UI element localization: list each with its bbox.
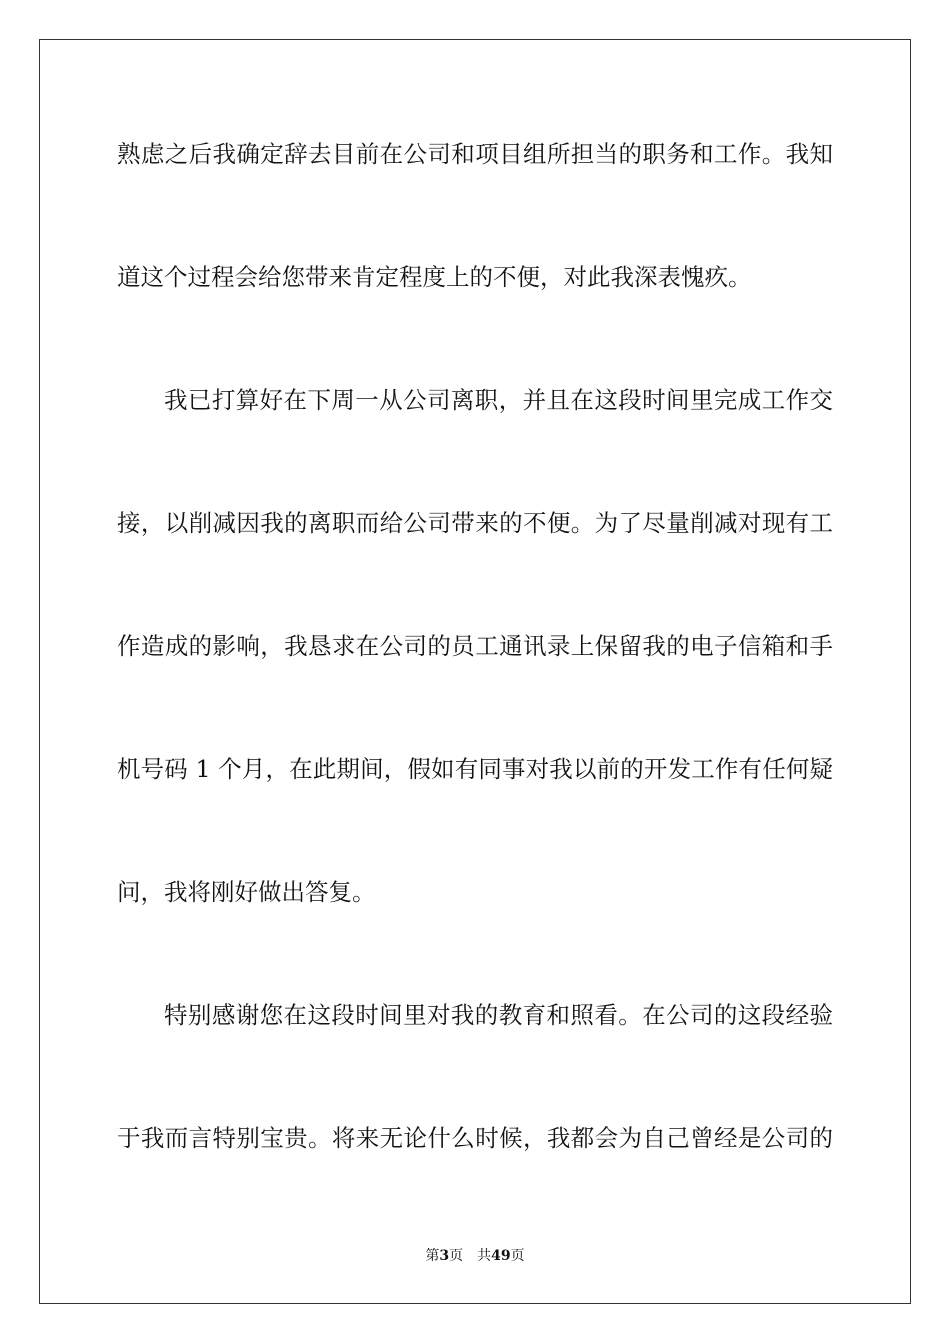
body-line-8: 特别感谢您在这段时间里对我的教育和照看。在公司的这段经验 [164, 1001, 833, 1029]
body-line-7: 问，我将刚好做出答复。 [117, 878, 376, 906]
body-line-4: 接，以削减因我的离职而给公司带来的不便。为了尽量削减对现有工 [117, 509, 833, 537]
footer-page-number: 3 [439, 1248, 450, 1264]
body-line-2: 道这个过程会给您带来肯定程度上的不便，对此我深表愧疚。 [117, 263, 752, 291]
body-line-9: 于我而言特别宝贵。将来无论什么时候，我都会为自己曾经是公司的 [117, 1124, 833, 1152]
page-footer [0, 1247, 950, 1265]
body-line-5: 作造成的影响，我恳求在公司的员工通讯录上保留我的电子信箱和手 [117, 632, 833, 660]
footer-total-pages: 49 [491, 1248, 511, 1264]
footer-page-suffix: 页 [449, 1248, 464, 1264]
body-line-3: 我已打算好在下周一从公司离职，并且在这段时间里完成工作交 [164, 386, 833, 414]
footer-total-suffix: 页 [510, 1248, 525, 1264]
body-line-1: 熟虑之后我确定辞去目前在公司和项目组所担当的职务和工作。我知 [117, 140, 833, 168]
body-line-6: 机号码 1 个月，在此期间，假如有同事对我以前的开发工作有任何疑 [117, 755, 833, 783]
footer-total-prefix: 共 [477, 1248, 492, 1264]
footer-page-prefix: 第 [425, 1248, 440, 1264]
page-border [39, 39, 911, 1304]
